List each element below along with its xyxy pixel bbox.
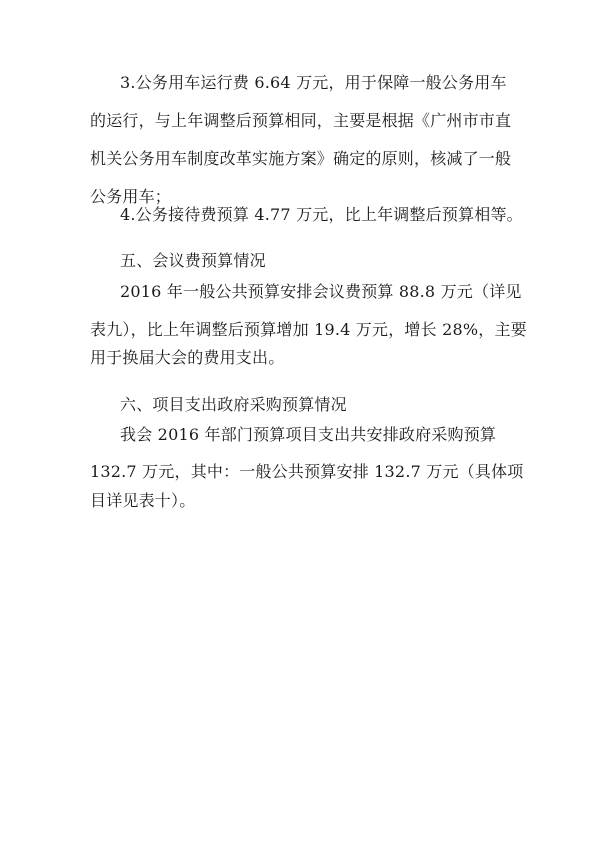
procurement-line-2: 132.7 万元，其中：一般公共预算安排 132.7 万元（具体项 [90, 462, 524, 481]
meeting-line-2: 表九），比上年调整后预算增加 19.4 万元，增长 28%，主要 [90, 320, 527, 339]
item3-line-1: 3.公务用车运行费 6.64 万元，用于保障一般公务用车 [120, 73, 507, 92]
procurement-line-1: 我会 2016 年部门预算项目支出共安排政府采购预算 [120, 425, 497, 444]
procurement-line-3: 目详见表十）。 [90, 491, 196, 510]
section-heading-procurement: 六、项目支出政府采购预算情况 [120, 395, 347, 414]
meeting-line-1: 2016 年一般公共预算安排会议费预算 88.8 万元（详见 [120, 282, 522, 301]
meeting-line-3: 用于换届大会的费用支出。 [90, 348, 285, 367]
item4-line-1: 4.公务接待费预算 4.77 万元，比上年调整后预算相等。 [120, 205, 523, 224]
section-heading-meeting: 五、会议费预算情况 [120, 251, 266, 270]
item3-line-2: 的运行，与上年调整后预算相同，主要是根据《广州市市直 [90, 111, 512, 130]
item3-line-3: 机关公务用车制度改革实施方案》确定的原则，核减了一般 [90, 149, 512, 168]
item3-line-4: 公务用车； [90, 187, 172, 206]
